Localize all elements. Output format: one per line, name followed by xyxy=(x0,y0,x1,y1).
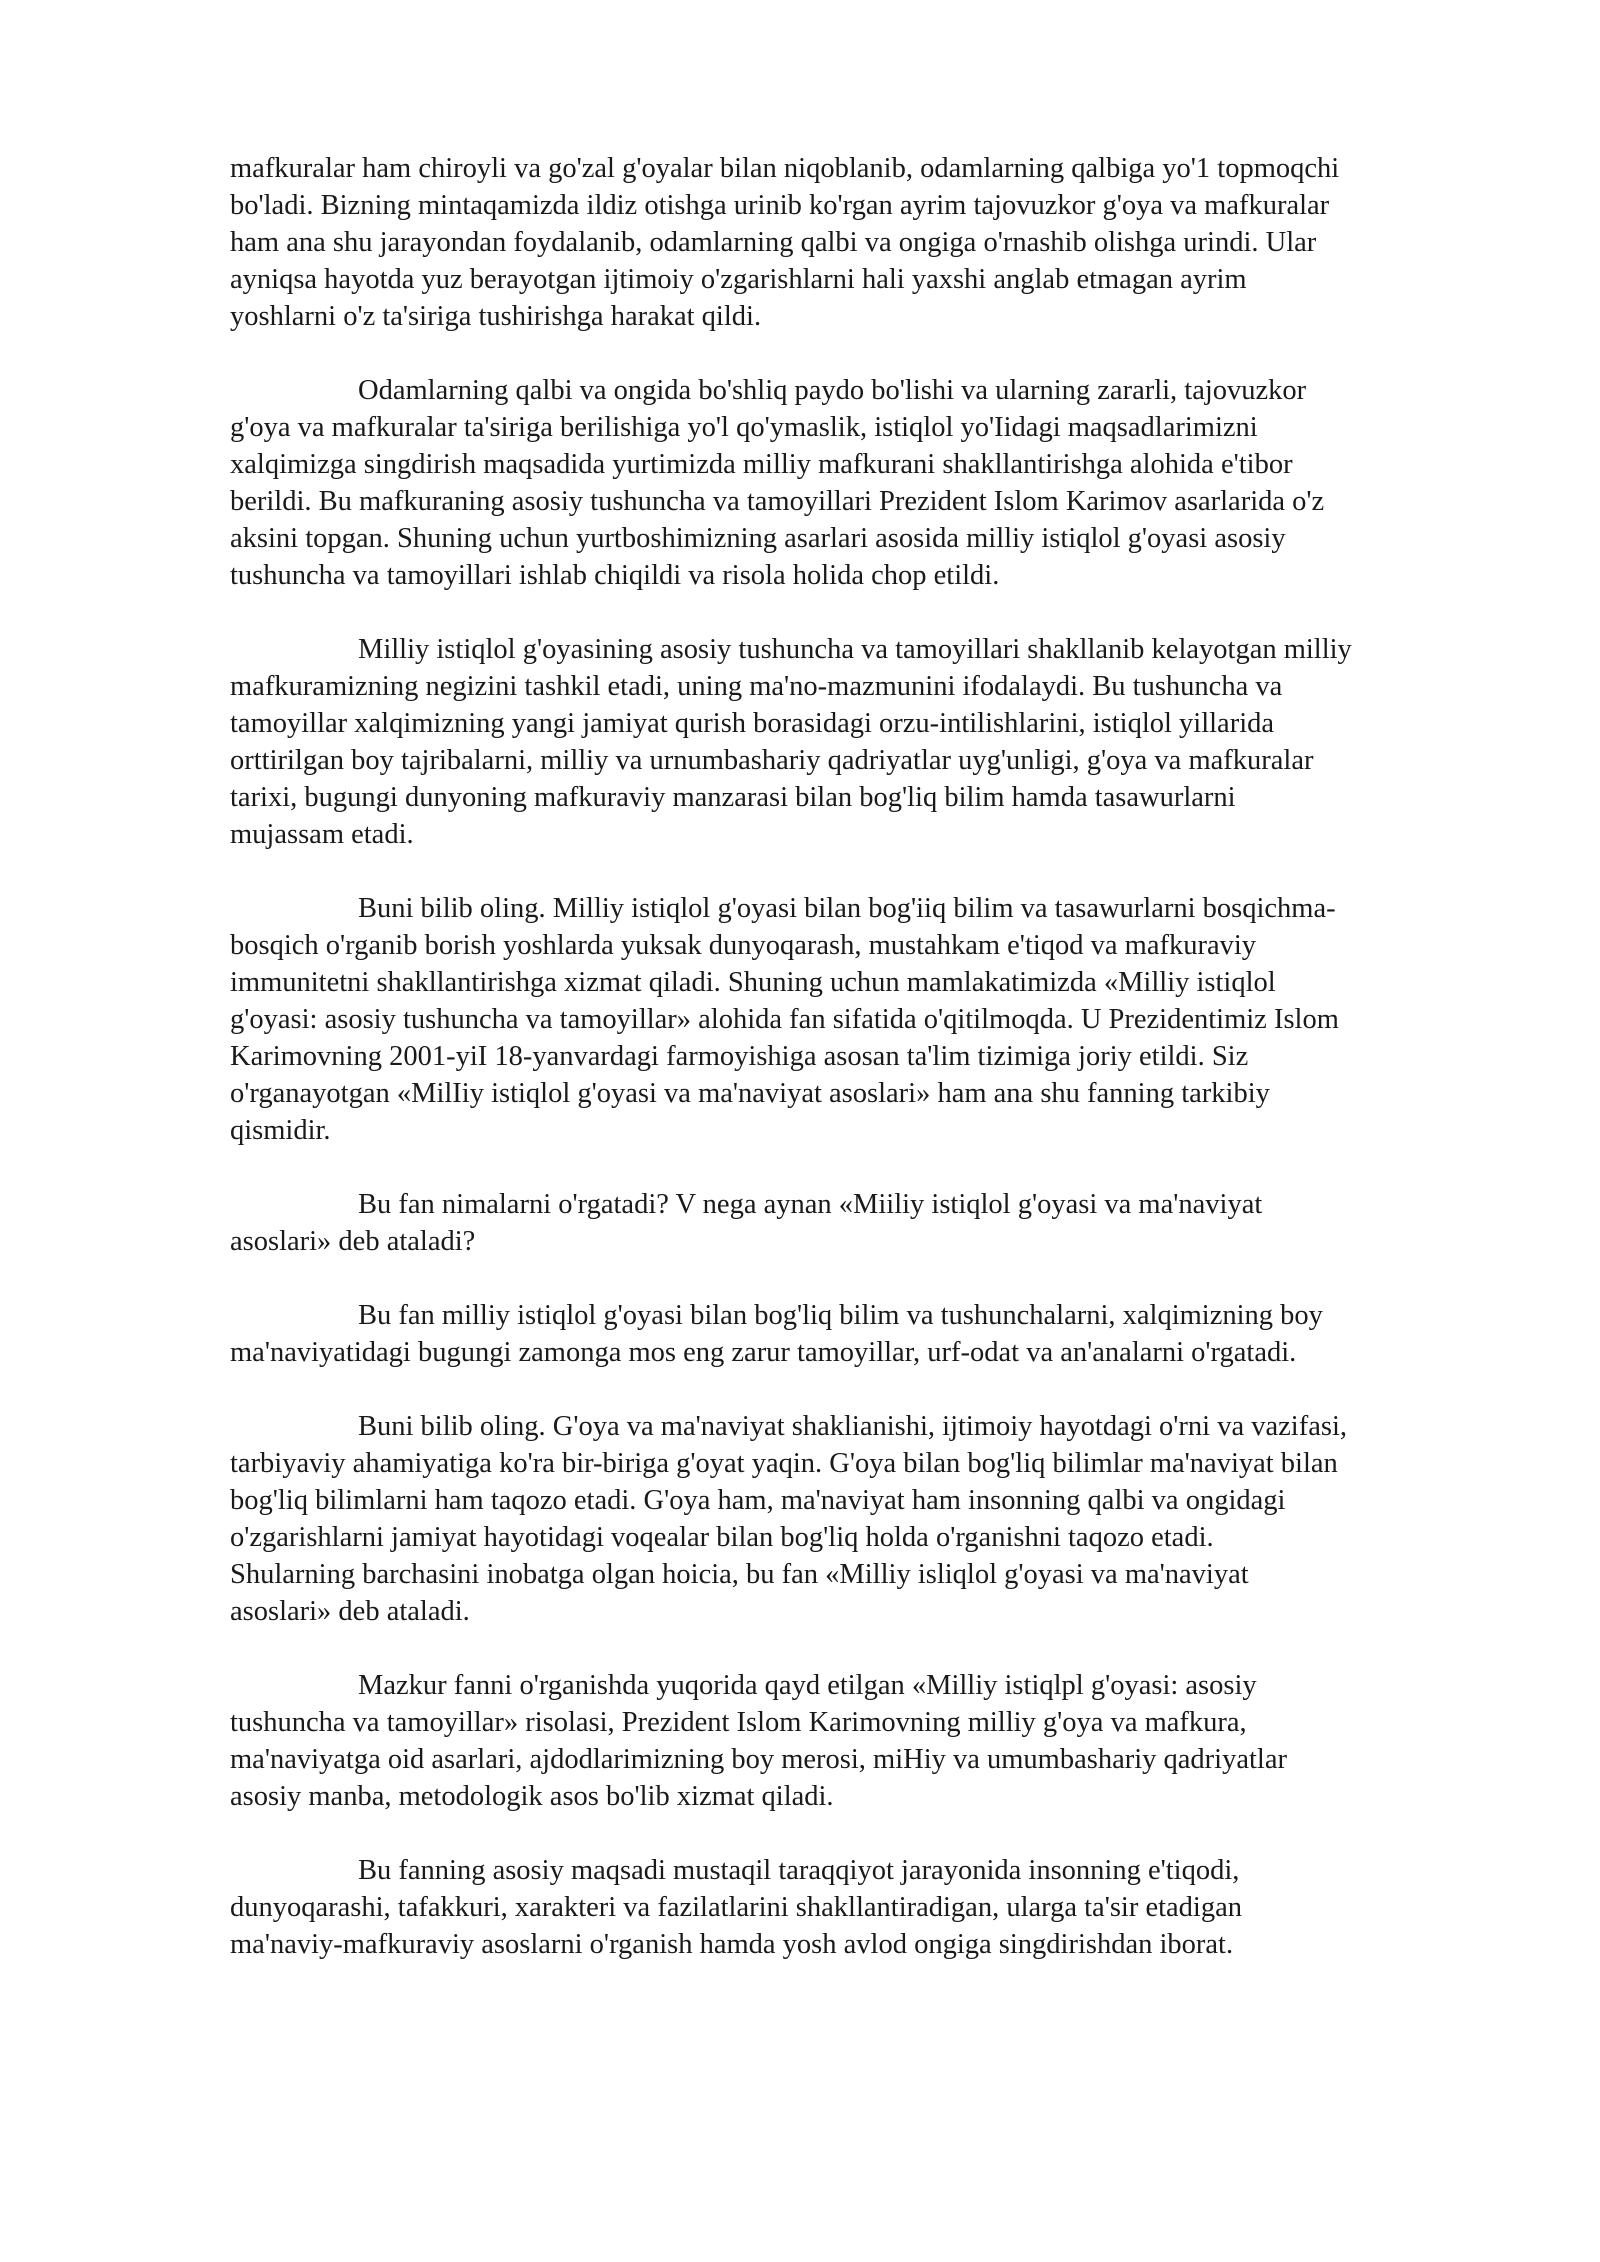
text-line: Bu fan milliy istiqlol g'oyasi bilan bog'liq bilim va tushunchalarni, xalqimizning boy xyxy=(358,1300,1323,1331)
text-line: asoslari» deb ataladi. xyxy=(230,1596,470,1627)
text-line: o'rganayotgan «MilIiy istiqlol g'oyasi va ma'naviyat asoslari» ham ana shu fanning tarkibiy xyxy=(230,1078,1270,1109)
text-line: immunitetni shakllantirishga xizmat qiladi. Shuning uchun mamlakatimizda «Milliy istiqlol xyxy=(230,967,1276,998)
text-line: asoslari» deb ataladi? xyxy=(230,1226,476,1257)
text-line: Karimovning 2001-yiI 18-yanvardagi farmoyishiga asosan ta'lim tizimiga joriy etildi. Siz xyxy=(230,1041,1249,1072)
text-line: aksini topgan. Shuning uchun yurtboshimizning asarlari asosida milliy istiqlol g'oyasi asosiy xyxy=(230,523,1286,554)
text-line: tarixi, bugungi dunyoning mafkuraviy manzarasi bilan bog'liq bilim hamda tasawurlarni xyxy=(230,782,1236,813)
text-line: Buni bilib oling. Milliy istiqlol g'oyasi bilan bog'iiq bilim va tasawurlarni bosqichma- xyxy=(358,893,1336,924)
paragraph-3 xyxy=(230,631,1500,853)
paragraph-1 xyxy=(230,150,1500,335)
text-line: ham ana shu jarayondan foydalanib, odamlarning qalbi va ongiga o'rnashib olishga urindi. Ular xyxy=(230,227,1317,258)
text-line: ayniqsa hayotda yuz berayotgan ijtimoiy o'zgarishlarni hali yaxshi anglab etmagan ayrim xyxy=(230,264,1247,295)
text-line: tarbiyaviy ahamiyatiga ko'ra bir-biriga g'oyat yaqin. G'oya bilan bog'liq bilimlar ma'naviyat bilan xyxy=(230,1448,1338,1479)
paragraph-6 xyxy=(230,1297,1500,1371)
paragraph-7 xyxy=(230,1408,1500,1630)
text-line: g'oyasi: asosiy tushuncha va tamoyillar» alohida fan sifatida o'qitilmoqda. U Prezidentimiz Islom xyxy=(230,1004,1339,1035)
text-line: Bu fanning asosiy maqsadi mustaqil taraqqiyot jarayonida insonning e'tiqodi, xyxy=(358,1855,1240,1886)
text-line: ma'naviyatidagi bugungi zamonga mos eng zarur tamoyillar, urf-odat va an'analarni o'rgatadi. xyxy=(230,1337,1297,1368)
text-line: bosqich o'rganib borish yoshlarda yuksak dunyoqarash, mustahkam e'tiqod va mafkuraviy xyxy=(230,930,1257,961)
text-line: tushuncha va tamoyillari ishlab chiqildi va risola holida chop etildi. xyxy=(230,560,1000,591)
paragraph-8 xyxy=(230,1667,1500,1815)
text-line: Mazkur fanni o'rganishda yuqorida qayd etilgan «Milliy istiqlpl g'oyasi: asosiy xyxy=(358,1670,1257,1701)
text-line: qismidir. xyxy=(230,1115,331,1146)
text-line: mafkuralar ham chiroyli va go'zal g'oyalar bilan niqoblanib, odamlarning qalbiga yo'1 topmoqchi xyxy=(230,153,1340,184)
text-line: tamoyillar xalqimizning yangi jamiyat qurish borasidagi orzu-intilishlarini, istiqlol yillarida xyxy=(230,708,1275,739)
text-line: bo'ladi. Bizning mintaqamizda ildiz otishga urinib ko'rgan ayrim tajovuzkor g'oya va mafkuralar xyxy=(230,190,1330,221)
text-line: o'zgarishlarni jamiyat hayotidagi voqealar bilan bog'liq holda o'rganishni taqozo etadi. xyxy=(230,1522,1214,1553)
text-line: Bu fan nimalarni o'rgatadi? V nega aynan «Miiliy istiqlol g'oyasi va ma'naviyat xyxy=(358,1189,1263,1220)
text-line: Shularning barchasini inobatga olgan hoicia, bu fan «Milliy isliqlol g'oyasi va ma'naviyat xyxy=(230,1559,1249,1590)
text-line: Buni bilib oling. G'oya va ma'naviyat shaklianishi, ijtimoiy hayotdagi o'rni va vazifasi, xyxy=(358,1411,1347,1442)
text-line: berildi. Bu mafkuraning asosiy tushuncha va tamoyillari Prezident Islom Karimov asarlarida o'z xyxy=(230,486,1325,517)
text-line: Milliy istiqlol g'oyasining asosiy tushuncha va tamoyillari shakllanib kelayotgan milliy xyxy=(358,634,1352,665)
text-line: mafkuramizning negizini tashkil etadi, uning ma'no-mazmunini ifodalaydi. Bu tushuncha va xyxy=(230,671,1283,702)
text-line: orttirilgan boy tajribalarni, milliy va urnumbashariy qadriyatlar uyg'unligi, g'oya va mafkuralar xyxy=(230,745,1314,776)
text-line: ma'naviyatga oid asarlari, ajdodlarimizning boy merosi, miHiy va umumbashariy qadriyatlar xyxy=(230,1744,1287,1775)
paragraph-5 xyxy=(230,1186,1500,1260)
text-line: xalqimizga singdirish maqsadida yurtimizda milliy mafkurani shakllantirishga alohida e'tibor xyxy=(230,449,1293,480)
document-page xyxy=(230,150,1500,2000)
paragraph-9 xyxy=(230,1852,1500,1963)
paragraph-2 xyxy=(230,372,1500,594)
text-line: tushuncha va tamoyillar» risolasi, Prezident Islom Karimovning milliy g'oya va mafkura, xyxy=(230,1707,1247,1738)
text-line: yoshlarni o'z ta'siriga tushirishga harakat qildi. xyxy=(230,301,762,332)
text-line: bog'liq bilimlarni ham taqozo etadi. G'oya ham, ma'naviyat ham insonning qalbi va ongidagi xyxy=(230,1485,1286,1516)
text-line: g'oya va mafkuralar ta'siriga berilishiga yo'l qo'ymaslik, istiqlol yo'Iidagi maqsadlarimizni xyxy=(230,412,1258,443)
text-line: ma'naviy-mafkuraviy asoslarni o'rganish hamda yosh avlod ongiga singdirishdan iborat. xyxy=(230,1929,1234,1960)
text-line: Odamlarning qalbi va ongida bo'shliq paydo bo'lishi va ularning zararli, tajovuzkor xyxy=(358,375,1307,406)
text-line: asosiy manba, metodologik asos bo'lib xizmat qiladi. xyxy=(230,1781,834,1812)
text-line: dunyoqarashi, tafakkuri, xarakteri va fazilatlarini shakllantiradigan, ularga ta'sir etadigan xyxy=(230,1892,1243,1923)
text-line: mujassam etadi. xyxy=(230,819,414,850)
paragraph-4 xyxy=(230,890,1500,1149)
